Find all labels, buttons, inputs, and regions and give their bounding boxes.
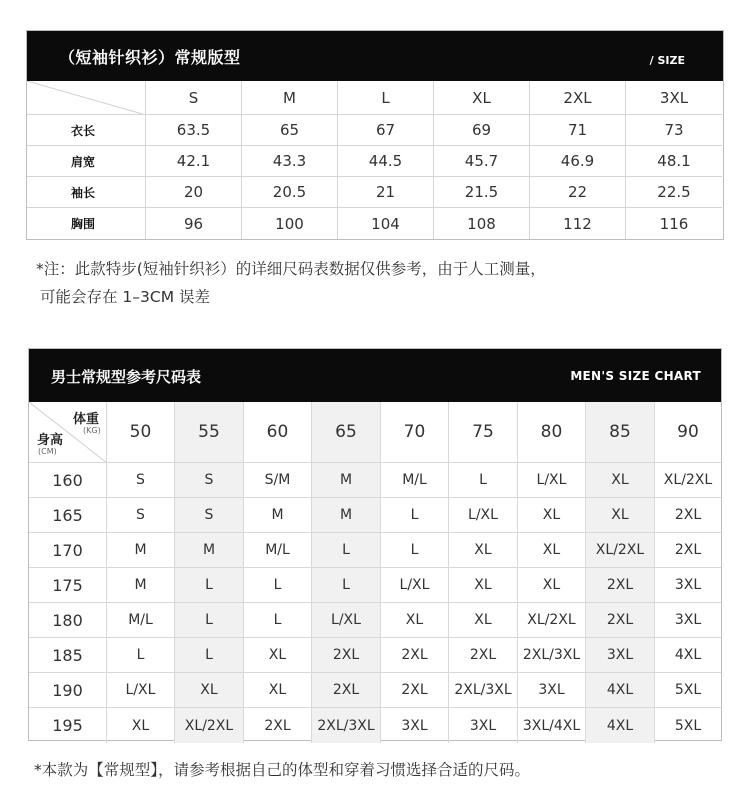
measurement-value: 65 [242, 115, 338, 146]
recommended-size-cell: XL/2XL [175, 708, 244, 743]
recommended-size-cell: XL [244, 638, 312, 673]
recommended-size-cell: 2XL [586, 603, 655, 638]
garment-table-title: （短袖针织衫）常规版型 [59, 48, 241, 67]
recommended-size-cell: L [107, 638, 175, 673]
garment-table-grid [27, 81, 723, 239]
recommended-size-cell: 4XL [586, 673, 655, 708]
measurement-value: 20 [146, 177, 242, 208]
recommended-size-cell: L/XL [107, 673, 175, 708]
recommended-size-cell: M [312, 463, 381, 498]
weight-axis-label: 体重 [73, 412, 100, 427]
measurement-value: 43.3 [242, 146, 338, 177]
measurement-value: 108 [434, 208, 530, 239]
recommended-size-cell: L/XL [518, 463, 586, 498]
recommended-size-cell: XL [518, 568, 586, 603]
recommended-size-cell: 2XL [312, 673, 381, 708]
garment-table-corner [27, 81, 146, 115]
recommended-size-cell: L/XL [312, 603, 381, 638]
recommended-size-cell: 3XL [381, 708, 449, 743]
size-chart-corner [29, 402, 107, 463]
recommended-size-cell: 5XL [674, 717, 702, 734]
recommended-size-cell: XL [449, 603, 518, 638]
recommended-size-cell: 3XL [655, 603, 721, 638]
recommended-size-cell: XL/2XL [655, 463, 721, 498]
weight-column-header: 70 [381, 402, 449, 463]
recommended-size-cell: 2XL/3XL [449, 673, 518, 708]
garment-measurement-table [26, 30, 724, 240]
recommended-size-cell: 4XL [655, 638, 721, 673]
weight-column-header: 65 [312, 402, 381, 463]
recommended-size-cell: 2XL [655, 533, 721, 568]
measurement-note-line-1: *注：此款特步(短袖针织衫）的详细尺码表数据仅供参考，由于人工测量， [36, 260, 546, 278]
corner-diagonal-line [27, 81, 146, 115]
height-row-label: 180 [29, 603, 107, 638]
garment-table-header [27, 31, 723, 81]
recommended-size-cell: 2XL [381, 638, 449, 673]
recommended-size-cell: XL [586, 463, 655, 498]
recommended-size-cell: L [175, 568, 244, 603]
measurement-row-label: 胸围 [27, 208, 146, 239]
size-column-header: 3XL [626, 81, 722, 115]
recommended-size-cell: 2XL [655, 498, 721, 533]
measurement-value: 67 [338, 115, 434, 146]
weight-column-header: 85 [586, 402, 655, 463]
measurement-value: 21.5 [434, 177, 530, 208]
height-row-label: 195 [29, 708, 107, 743]
measurement-value: 22.5 [626, 177, 722, 208]
height-row-label: 165 [29, 498, 107, 533]
recommended-size-cell: L [312, 568, 381, 603]
recommended-size-cell: 2XL [586, 568, 655, 603]
recommended-size-cell: XL [449, 533, 518, 568]
mens-size-chart-grid [29, 402, 721, 743]
measurement-value: 42.1 [146, 146, 242, 177]
recommended-size-cell: 2XL/3XL [312, 708, 381, 743]
recommended-size-cell: L [175, 603, 244, 638]
recommended-size-cell: S [107, 463, 175, 498]
measurement-value: 104 [338, 208, 434, 239]
weight-column-header: 75 [449, 402, 518, 463]
recommended-size-cell: S [175, 498, 244, 533]
measurement-value: 71 [530, 115, 626, 146]
weight-column-header: 60 [244, 402, 312, 463]
size-column-header: M [242, 81, 338, 115]
size-column-header: 2XL [530, 81, 626, 115]
mens-size-chart-table [28, 348, 722, 741]
recommended-size-cell: L [244, 603, 312, 638]
measurement-row-label: 袖长 [27, 177, 146, 208]
recommended-size-cell: L [449, 463, 518, 498]
recommended-size-cell: L [312, 533, 381, 568]
weight-axis-unit: (KG) [83, 426, 101, 435]
recommended-size-cell: M/L [381, 463, 449, 498]
measurement-row-label: 肩宽 [27, 146, 146, 177]
recommended-size-cell: S [107, 498, 175, 533]
measurement-value: 63.5 [146, 115, 242, 146]
measurement-value: 112 [530, 208, 626, 239]
mens-size-chart-subtitle: MEN'S SIZE CHART [570, 369, 701, 383]
recommended-size-cell: L/XL [449, 498, 518, 533]
measurement-value: 100 [242, 208, 338, 239]
height-axis-label: 身高 [37, 433, 64, 448]
recommended-size-cell: M [107, 568, 175, 603]
measurement-value: 96 [146, 208, 242, 239]
size-column-header: S [146, 81, 242, 115]
size-tag: / SIZE [649, 54, 685, 67]
recommended-size-cell: L [381, 498, 449, 533]
height-row-label: 175 [29, 568, 107, 603]
measurement-value: 69 [434, 115, 530, 146]
recommended-size-cell: L/XL [381, 568, 449, 603]
recommended-size-cell: 2XL/3XL [518, 638, 586, 673]
fit-note: *本款为【常规型】，请参考根据自己的体型和穿着习惯选择合适的尺码。 [34, 761, 531, 779]
mens-size-chart-title: 男士常规型参考尺码表 [51, 368, 202, 386]
measurement-value: 116 [659, 214, 689, 233]
size-column-header: XL [434, 81, 530, 115]
recommended-size-cell: XL [518, 533, 586, 568]
mens-size-chart-header [29, 349, 721, 402]
recommended-size-cell: 4XL [586, 708, 655, 743]
recommended-size-cell: L [244, 568, 312, 603]
recommended-size-cell: XL [175, 673, 244, 708]
recommended-size-cell: M [107, 533, 175, 568]
recommended-size-cell: 2XL [312, 638, 381, 673]
recommended-size-cell: 5XL [655, 673, 721, 708]
recommended-size-cell: 3XL/4XL [518, 708, 586, 743]
measurement-value: 73 [626, 115, 722, 146]
height-axis-unit: (CM) [38, 447, 57, 456]
recommended-size-cell: XL [586, 498, 655, 533]
recommended-size-cell: M [175, 533, 244, 568]
recommended-size-cell: XL/2XL [586, 533, 655, 568]
height-row-label: 185 [29, 638, 107, 673]
measurement-note [36, 255, 546, 311]
recommended-size-cell: L [175, 638, 244, 673]
recommended-size-cell: M/L [107, 603, 175, 638]
recommended-size-cell: 3XL [518, 673, 586, 708]
measurement-value: 44.5 [338, 146, 434, 177]
height-row-label: 170 [29, 533, 107, 568]
recommended-size-cell: L [381, 533, 449, 568]
recommended-size-cell: XL [518, 498, 586, 533]
recommended-size-cell: 2XL [244, 708, 312, 743]
height-row-label: 190 [29, 673, 107, 708]
measurement-value: 22 [530, 177, 626, 208]
recommended-size-cell: S/M [244, 463, 312, 498]
recommended-size-cell: XL/2XL [518, 603, 586, 638]
measurement-value: 46.9 [530, 146, 626, 177]
recommended-size-cell: M [312, 498, 381, 533]
recommended-size-cell: XL [449, 568, 518, 603]
recommended-size-cell: 3XL [655, 568, 721, 603]
measurement-value: 21 [338, 177, 434, 208]
recommended-size-cell: 2XL [381, 673, 449, 708]
weight-column-header: 80 [518, 402, 586, 463]
recommended-size-cell: XL [244, 673, 312, 708]
measurement-note-line-2: 可能会存在 1–3CM 误差 [40, 288, 211, 306]
weight-column-header: 90 [655, 402, 721, 463]
measurement-row-label: 衣长 [27, 115, 146, 146]
weight-column-header: 50 [107, 402, 175, 463]
size-column-header: L [338, 81, 434, 115]
weight-column-header: 55 [175, 402, 244, 463]
recommended-size-cell: 3XL [449, 708, 518, 743]
recommended-size-cell: 2XL [449, 638, 518, 673]
recommended-size-cell: S [175, 463, 244, 498]
height-row-label: 160 [29, 463, 107, 498]
recommended-size-cell: 3XL [586, 638, 655, 673]
measurement-value: 48.1 [626, 146, 722, 177]
measurement-value: 20.5 [242, 177, 338, 208]
recommended-size-cell: XL [381, 603, 449, 638]
measurement-value: 45.7 [434, 146, 530, 177]
recommended-size-cell: M [244, 498, 312, 533]
recommended-size-cell: M/L [244, 533, 312, 568]
recommended-size-cell: XL [107, 708, 175, 743]
